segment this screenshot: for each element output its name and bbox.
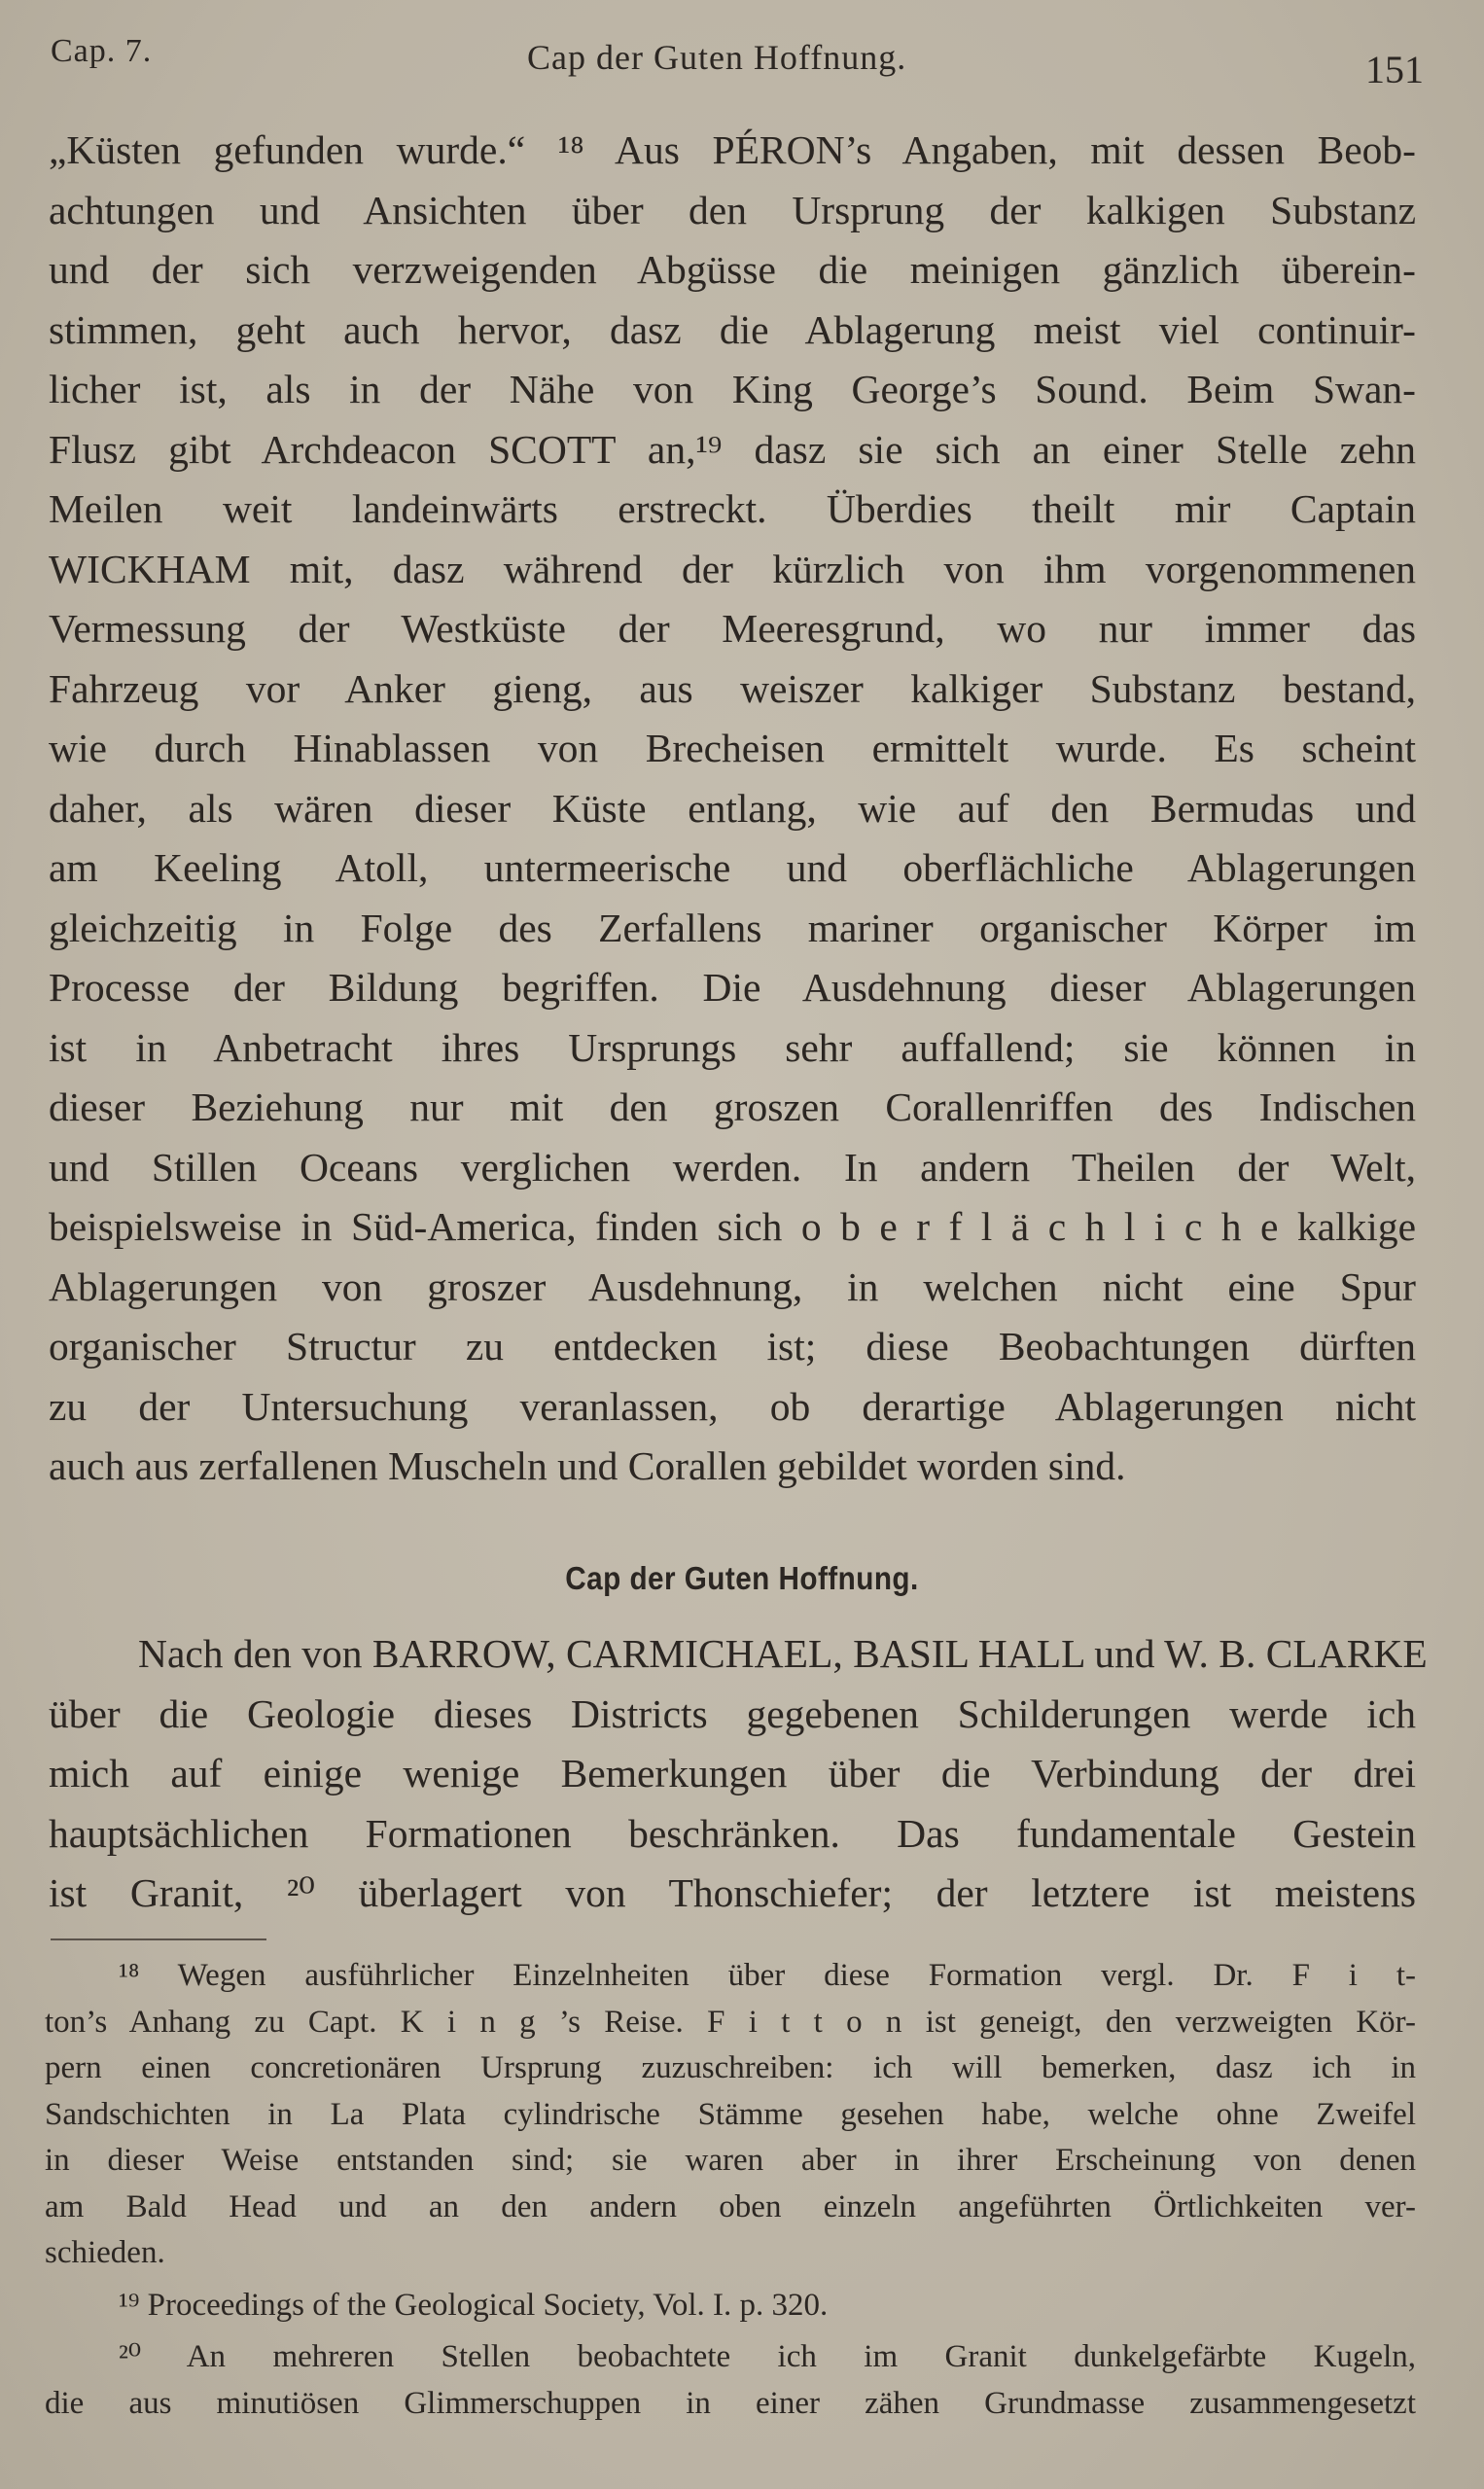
footnote-18-line: ¹⁸ Wegen ausführlicher Einzelnheiten über diese Formation vergl. Dr. F i t-: [119, 1958, 1416, 1993]
page-number: 151: [1365, 48, 1424, 91]
text-line: auch aus zerfallenen Muscheln und Corallen gebildet worden sind.: [49, 1443, 1126, 1488]
body-paragraph-1: [49, 121, 1416, 1497]
text-line: mich auf einige wenige Bemerkungen über die Verbindung der drei: [49, 1751, 1416, 1796]
text-line: „Küsten gefunden wurde.“ ¹⁸ Aus PÉRON’s Angaben, mit dessen Beob-: [49, 127, 1416, 172]
text-line: über die Geologie dieses Districts gegebenen Schilderungen werde ich: [49, 1690, 1416, 1736]
footnote-20-line: ²⁰ An mehreren Stellen beobachtete ich im Granit dunkelgefärbte Kugeln,: [119, 2339, 1416, 2374]
text-line: Vermessung der Westküste der Meeresgrund, wo nur immer das: [49, 606, 1416, 651]
footnote-18-line: schieden.: [45, 2235, 165, 2270]
text-line: Meilen weit landeinwärts erstreckt. Überdies theilt mir Captain: [49, 486, 1416, 531]
chapter-label: Cap. 7.: [51, 33, 153, 69]
text-line: organischer Structur zu entdecken ist; diese Beobachtungen dürften: [49, 1324, 1416, 1369]
text-line: achtungen und Ansichten über den Ursprung der kalkigen Substanz: [49, 187, 1416, 232]
footnote-18-line: ton’s Anhang zu Capt. K i n g ’s Reise. F i t t o n ist geneigt, den verzweigten Kör-: [45, 2004, 1416, 2040]
text-line: und Stillen Oceans verglichen werden. In andern Theilen der Welt,: [49, 1144, 1416, 1190]
section-heading: Cap der Guten Hoffnung.: [565, 1560, 919, 1596]
body-paragraph-2: [49, 1624, 1428, 1924]
text-line: beispielsweise in Süd-America, finden sich o b e r f l ä c h l i c h e kalkige: [49, 1204, 1416, 1249]
text-line: und der sich verzweigenden Abgüsse die meinigen gänzlich überein-: [49, 247, 1416, 292]
text-line: daher, als wären dieser Küste entlang, wie auf den Bermudas und: [49, 785, 1416, 831]
text-line: WICKHAM mit, dasz während der kürzlich von ihm vorgenommenen: [49, 546, 1416, 591]
footnote-18-line: in dieser Weise entstanden sind; sie waren aber in ihrer Erscheinung von denen: [45, 2143, 1416, 2178]
text-line: Flusz gibt Archdeacon SCOTT an,¹⁹ dasz sie sich an einer Stelle zehn: [49, 426, 1416, 472]
text-line: am Keeling Atoll, untermeerische und oberflächliche Ablagerungen: [49, 845, 1416, 890]
text-line: Processe der Bildung begriffen. Die Ausdehnung dieser Ablagerungen: [49, 965, 1416, 1010]
running-title: Cap der Guten Hoffnung.: [527, 38, 907, 77]
footnote-18-line: pern einen concretionären Ursprung zuzuschreiben: ich will bemerken, dasz ich in: [45, 2050, 1416, 2085]
text-line: zu der Untersuchung veranlassen, ob derartige Ablagerungen nicht: [49, 1383, 1416, 1429]
text-line: ist Granit, ²⁰ überlagert von Thonschiefer; der letztere ist meistens: [49, 1870, 1416, 1915]
text-line: licher ist, als in der Nähe von King George’s Sound. Beim Swan-: [49, 367, 1416, 411]
text-line: gleichzeitig in Folge des Zerfallens mariner organischer Körper im: [49, 905, 1416, 950]
footnote-18-line: am Bald Head und an den andern oben einzeln angeführten Örtlichkeiten ver-: [45, 2188, 1416, 2224]
footnotes: [45, 1953, 1416, 2427]
footnote-18-line: Sandschichten in La Plata cylindrische Stämme gesehen habe, welche ohne Zweifel: [45, 2096, 1416, 2132]
footnote-19-line: ¹⁹ Proceedings of the Geological Society, Vol. I. p. 320.: [119, 2287, 829, 2323]
text-line: wie durch Hinablassen von Brecheisen ermittelt wurde. Es scheint: [49, 726, 1416, 770]
text-line: ist in Anbetracht ihres Ursprungs sehr auffallend; sie können in: [49, 1024, 1416, 1070]
footnote-20-line: die aus minutiösen Glimmerschuppen in einer zähen Grundmasse zusammengesetzt: [45, 2385, 1416, 2421]
text-line: hauptsächlichen Formationen beschränken. Das fundamentale Gestein: [49, 1810, 1416, 1856]
running-header: [51, 27, 1424, 95]
text-line: stimmen, geht auch hervor, dasz die Ablagerung meist viel continuir-: [49, 306, 1416, 352]
text-line: Ablagerungen von groszer Ausdehnung, in welchen nicht eine Spur: [49, 1263, 1416, 1309]
footnote-divider: [51, 1938, 266, 1940]
text-line: Fahrzeug vor Anker gieng, aus weiszer kalkiger Substanz bestand,: [49, 665, 1416, 711]
text-line: dieser Beziehung nur mit den groszen Corallenriffen des Indischen: [49, 1084, 1416, 1129]
text-line: Nach den von BARROW, CARMICHAEL, BASIL HALL und W. B. CLARKE: [138, 1631, 1428, 1676]
